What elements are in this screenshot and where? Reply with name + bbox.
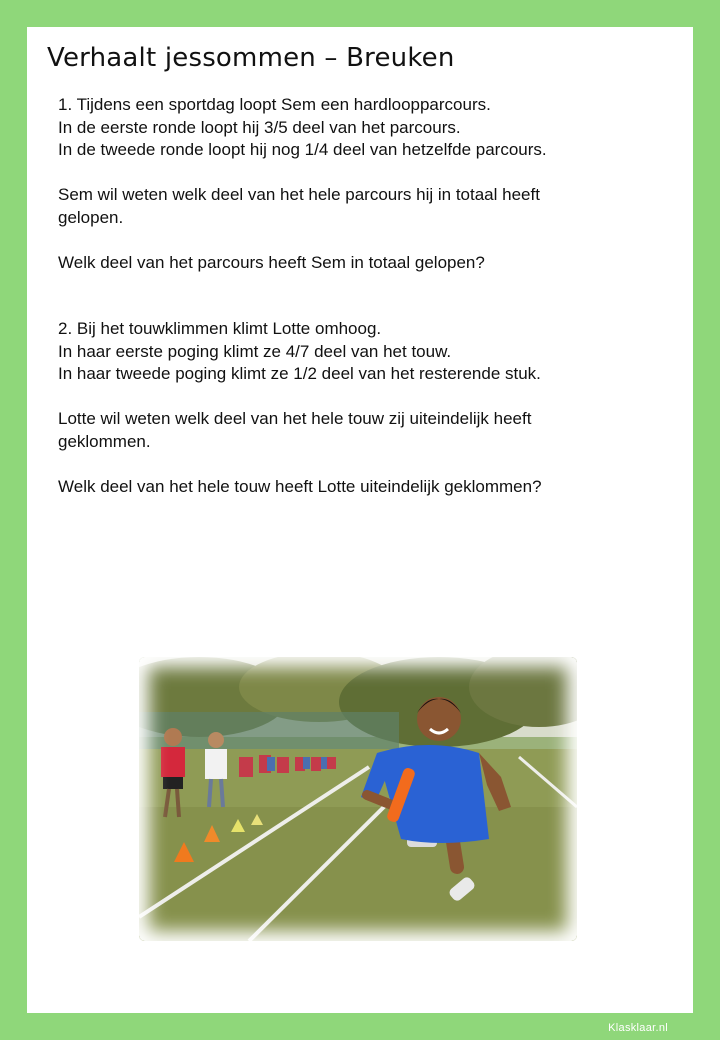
sports-day-photo <box>139 657 577 941</box>
problem-question: Welk deel van het parcours heeft Sem in totaal gelopen? <box>58 252 485 272</box>
problem-intro: 1. Tijdens een sportdag loopt Sem een hardloopparcours. <box>58 95 491 114</box>
problem-line: In de tweede ronde loopt hij nog 1/4 deel van hetzelfde parcours. <box>58 140 547 159</box>
running-boy-illustration <box>139 657 577 941</box>
problem-line: In de eerste ronde loopt hij 3/5 deel van het parcours. <box>58 117 461 137</box>
brand-footer: Klasklaar.nl <box>608 1022 668 1034</box>
problem-1 <box>58 94 668 274</box>
worksheet-page <box>27 27 693 1013</box>
problem-intro: 2. Bij het touwklimmen klimt Lotte omhoog. <box>58 319 382 338</box>
page-title: Verhaalt jessommen – Breuken <box>47 43 455 73</box>
problem-question: Welk deel van het hele touw heeft Lotte uiteindelijk geklommen? <box>58 476 542 496</box>
problem-line: In haar tweede poging klimt ze 1/2 deel van het resterende stuk. <box>58 364 541 383</box>
problem-context: Sem wil weten welk deel van het hele parcours hij in totaal heeft gelopen. <box>58 185 540 227</box>
problem-2 <box>58 318 668 498</box>
problem-context: Lotte wil weten welk deel van het hele touw zij uiteindelijk heeft geklommen. <box>58 409 532 451</box>
problem-line: In haar eerste poging klimt ze 4/7 deel van het touw. <box>58 341 452 361</box>
